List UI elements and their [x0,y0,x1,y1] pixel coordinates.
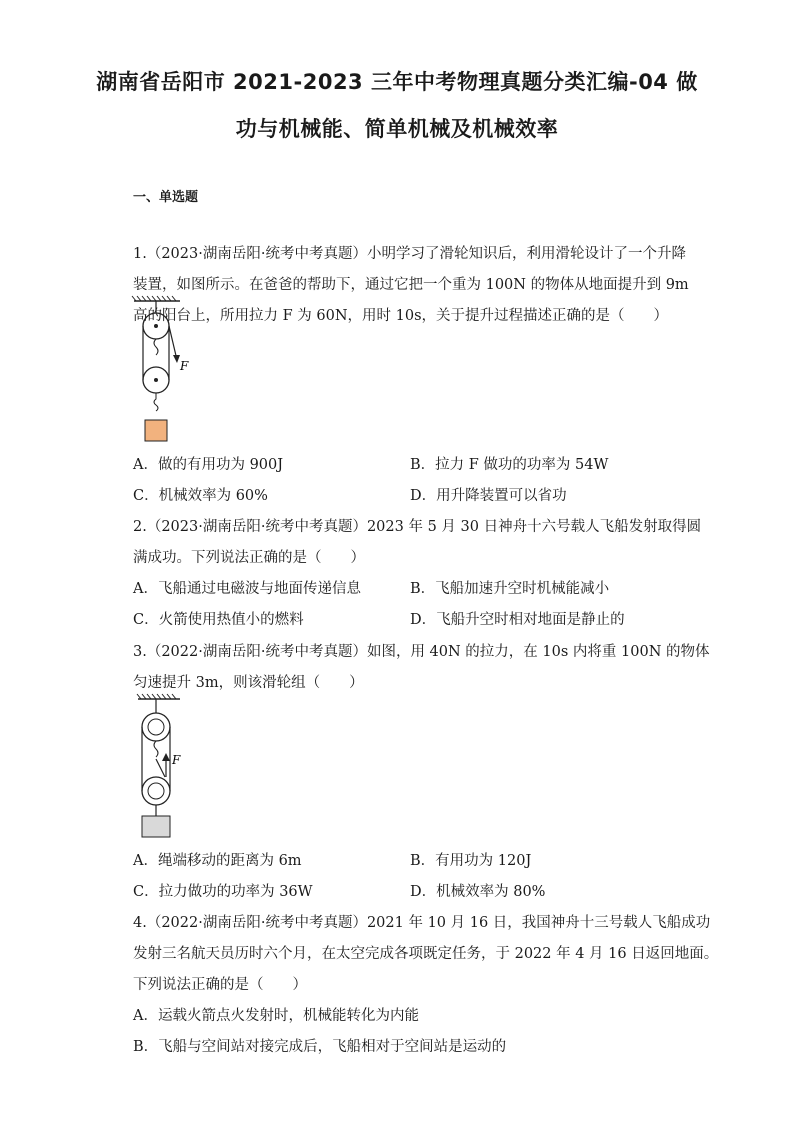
q4-stem-line-1: 4.（2022·湖南岳阳·统考中考真题）2021 年 10 月 16 日，我国神舟十三号载人飞船成功 [133,915,711,931]
q3-option-d[interactable]: D．机械效率为 80% [410,884,546,900]
q1-option-c[interactable]: C．机械效率为 60% [133,488,268,504]
q3-pulley-figure [132,693,202,843]
q3-weight-block [142,816,170,837]
q4-stem-line-2: 发射三名航天员历时六个月，在太空完成各项既定任务，于 2022 年 4 月 16 日返回地面。 [133,946,719,962]
q1-force-label: F [180,359,189,373]
q3-stem-line-2: 匀速提升 3m，则该滑轮组（ ） [133,675,364,691]
q2-option-a[interactable]: A．飞船通过电磁波与地面传递信息 [133,581,361,597]
q4-option-a[interactable]: A．运载火箭点火发射时，机械能转化为内能 [133,1008,419,1024]
q4-option-b[interactable]: B．飞船与空间站对接完成后，飞船相对于空间站是运动的 [133,1039,507,1055]
q4-stem-line-3: 下列说法正确的是（ ） [133,977,307,993]
document-title-line-1: 湖南省岳阳市 2021-2023 三年中考物理真题分类汇编-04 做 [96,70,698,94]
section-heading: 一、单选题 [133,190,199,205]
q3-option-b[interactable]: B．有用功为 120J [410,853,532,869]
q2-stem-line-1: 2.（2023·湖南岳阳·统考中考真题）2023 年 5 月 30 日神舟十六号载人飞船发射取得圆 [133,519,702,535]
q3-stem-line-1: 3.（2022·湖南岳阳·统考中考真题）如图，用 40N 的拉力，在 10s 内将重 100N 的物体 [133,644,710,660]
q3-option-c[interactable]: C．拉力做功的功率为 36W [133,884,313,900]
q2-option-b[interactable]: B．飞船加速升空时机械能减小 [410,581,610,597]
q1-option-a[interactable]: A．做的有用功为 900J [133,457,284,473]
q3-force-label: F [172,753,181,767]
q1-weight-block [145,420,167,441]
q3-option-a[interactable]: A．绳端移动的距离为 6m [133,853,302,869]
document-title-line-2: 功与机械能、简单机械及机械效率 [235,117,559,141]
q2-option-d[interactable]: D．飞船升空时相对地面是静止的 [410,612,625,628]
q1-pulley-figure [128,295,198,445]
q1-option-d[interactable]: D．用升降装置可以省功 [410,488,567,504]
q2-option-c[interactable]: C．火箭使用热值小的燃料 [133,612,304,628]
q1-option-b[interactable]: B．拉力 F 做功的功率为 54W [410,457,609,473]
q1-stem-line-1: 1.（2023·湖南岳阳·统考中考真题）小明学习了滑轮知识后，利用滑轮设计了一个升降 [133,246,686,262]
q1-stem-line-3: 高的阳台上，所用拉力 F 为 60N，用时 10s，关于提升过程描述正确的是（ ） [133,308,669,324]
q2-stem-line-2: 满成功。下列说法正确的是（ ） [133,550,365,566]
q1-stem-line-2: 装置，如图所示。在爸爸的帮助下，通过它把一个重为 100N 的物体从地面提升到 9m [133,277,689,293]
